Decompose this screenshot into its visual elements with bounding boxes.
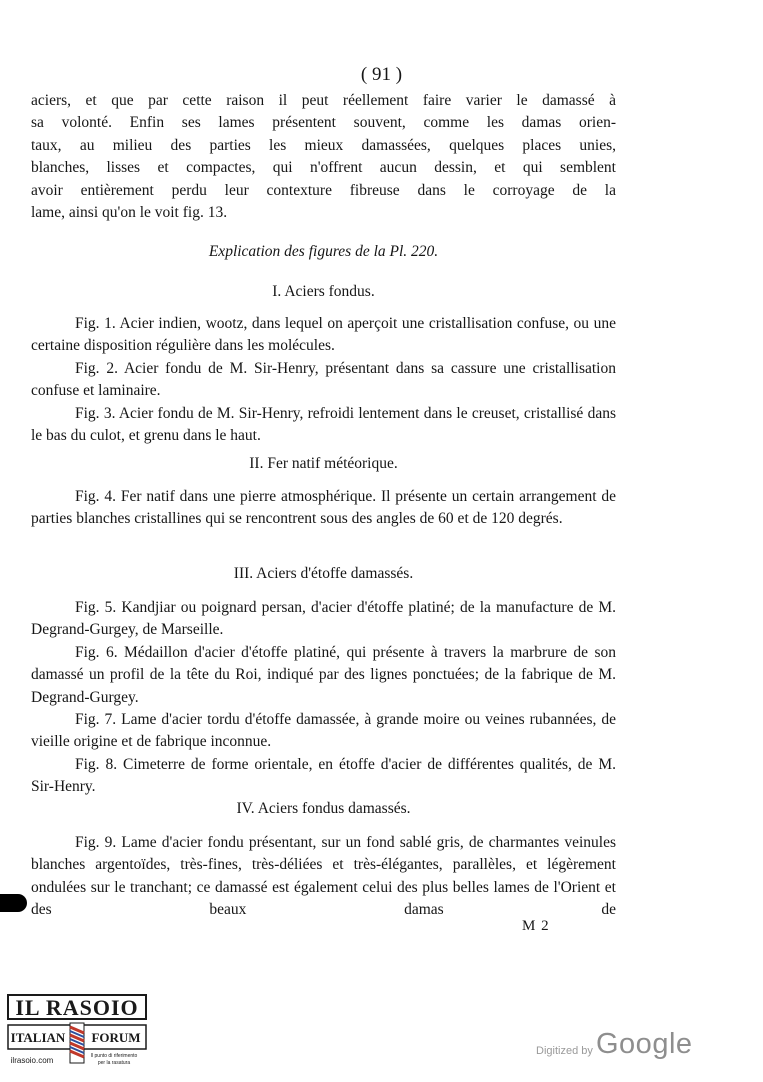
text-line: lame, ainsi qu'on le voit fig. 13. [31, 204, 228, 222]
figure-entry: Fig. 2. Acier fondu de M. Sir-Henry, présentant dans sa cassure une cristallisation confuse et laminaire. [31, 359, 616, 400]
figure-entry: Fig. 6. Médaillon d'acier d'étoffe platiné, qui présente à travers la marbrure de son damassé un profil de la tête du Roi, indiqué par des lignes ponctuées; de la fabrique de M. Degrand-Gurgey. [31, 643, 616, 706]
figure-entry: Fig. 5. Kandjiar ou poignard persan, d'acier d'étoffe platiné; de la manufacture de M. Degrand-Gurgey, de Marseille. [31, 599, 616, 639]
digitized-prefix: Digitized by [536, 1045, 593, 1057]
page-number: ( 91 ) [360, 64, 403, 85]
logo-title: IL RASOIO [15, 995, 139, 1020]
text-line: sa volonté. Enfin ses lames présentent souvent, comme les damas orien- [31, 114, 616, 132]
section-heading: II. Fer natif météorique. [249, 455, 398, 472]
il-rasoio-logo [2, 985, 152, 1077]
figure-entry: Fig. 9. Lame d'acier fondu présentant, sur un fond sablé gris, de charmantes veinules blanches argentoïdes, très-fines, très-déliées et très-élégantes, parallèles, et légèrement ondulées sur le tranchant; ce damassé est également celui des plus belles lames de l'Orient et des beaux damas de [31, 834, 616, 919]
logo-site: ilrasoio.com [10, 1056, 54, 1065]
text-line: avoir entièrement perdu leur contexture fibreuse dans le corroyage de la [31, 181, 616, 199]
signature-mark: M 2 [522, 918, 550, 934]
digitized-by-google [536, 1028, 706, 1068]
explanation-title: Explication des figures de la Pl. 220. [208, 243, 439, 260]
logo-tagline-2: per la rasatura [97, 1060, 131, 1066]
section-heading: IV. Aciers fondus damassés. [236, 800, 411, 817]
section-heading: I. Aciers fondus. [272, 283, 375, 300]
section-3-body [31, 597, 616, 799]
intro-paragraph [31, 90, 616, 224]
logo-italian: ITALIAN [10, 1030, 66, 1045]
text-line: taux, au milieu des parties les mieux damassées, quelques places unies, [31, 136, 616, 154]
text-line: blanches, lisses et compactes, qui n'offrent aucun dessin, et qui semblent [31, 159, 616, 177]
logo-forum: FORUM [91, 1030, 141, 1045]
page-edge-mark [0, 894, 27, 912]
logo-tagline-1: Il punto di riferimento [90, 1053, 138, 1059]
text-line: aciers, et que par cette raison il peut réellement faire varier le damassé à [31, 92, 616, 109]
google-wordmark: Google [596, 1028, 693, 1060]
section-4-body [31, 832, 616, 922]
figure-entry: Fig. 1. Acier indien, wootz, dans lequel on aperçoit une cristallisation confuse, ou une certaine disposition régulière dans les molécules. [31, 315, 616, 355]
figure-entry: Fig. 7. Lame d'acier tordu d'étoffe damassée, à grande moire ou veines rubannées, de vieille origine et de fabrique inconnue. [31, 711, 616, 751]
figure-entry: Fig. 4. Fer natif dans une pierre atmosphérique. Il présente un certain arrangement de parties blanches cristallines qui se rencontrent sous des angles de 60 et de 120 degrés. [31, 488, 616, 528]
section-1-body [31, 313, 616, 447]
section-2-body [31, 486, 616, 531]
section-heading: III. Aciers d'étoffe damassés. [233, 565, 414, 582]
figure-entry: Fig. 3. Acier fondu de M. Sir-Henry, refroidi lentement dans le creuset, cristallisé dans le bas du culot, et grenu dans le haut. [31, 404, 616, 445]
figure-entry: Fig. 8. Cimeterre de forme orientale, en étoffe d'acier de différentes qualités, de M. Sir-Henry. [31, 755, 616, 796]
